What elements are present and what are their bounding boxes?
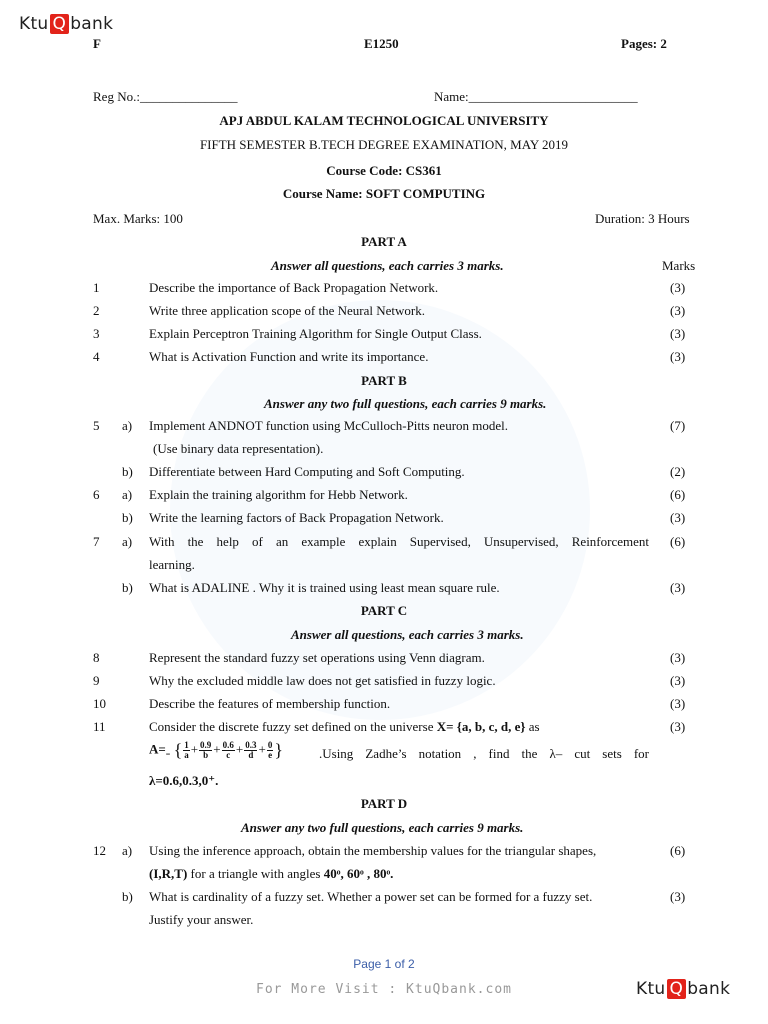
question-marks: (3) — [670, 696, 686, 711]
sub-question-label: b) — [122, 889, 133, 904]
question-number: 10 — [93, 696, 106, 711]
question-row — [0, 580, 768, 600]
question-text: What is cardinality of a fuzzy set. Whether a power set can be formed for a fuzzy set. — [149, 889, 593, 904]
question-row — [0, 326, 768, 346]
question-text: Describe the features of membership function. — [149, 696, 391, 711]
part-c-title: PART C — [360, 603, 408, 618]
question-text: Explain the training algorithm for Hebb Network. — [149, 487, 408, 502]
page-number: Page 1 of 2 — [353, 957, 415, 971]
question-number: 5 — [93, 418, 100, 433]
sub-question-label: a) — [122, 418, 133, 433]
question-text: (I,R,T) for a triangle with angles 40ᵒ, 60ᵒ , 80ᵒ. — [149, 866, 394, 881]
fuzzy-set-formula: $A=_=$ { $\frac{1}{a}$ + $\frac{0.9}{b}$ + $\frac{0.6}{c}$ + $\frac{0.3}{d}$ + $\frac{0}{e}$ } .Using Zadhe’s notation , find the λ– cut sets for — [149, 740, 649, 761]
question-row — [0, 418, 768, 438]
question-marks: (6) — [670, 843, 686, 858]
part-d-instruction: Answer any two full questions, each carries 9 marks. — [241, 820, 524, 835]
question-row — [0, 673, 768, 693]
question-text: learning. — [149, 557, 195, 572]
question-text: Differentiate between Hard Computing and Soft Computing. — [149, 464, 465, 479]
question-number: 6 — [93, 487, 100, 502]
sub-question-label: a) — [122, 487, 133, 502]
question-row — [0, 650, 768, 670]
question-marks: (3) — [670, 673, 686, 688]
question-row — [0, 280, 768, 300]
question-text: Represent the standard fuzzy set operations using Venn diagram. — [149, 650, 485, 665]
question-text: What is Activation Function and write its importance. — [149, 349, 429, 364]
question-row — [0, 487, 768, 507]
reg-no-field: Reg No.:_______________ — [93, 89, 238, 104]
question-marks: (3) — [670, 280, 686, 295]
question-row — [0, 534, 768, 554]
question-row — [0, 719, 768, 739]
fraction: $\frac{0.9}{b}$ — [200, 740, 212, 760]
ktuqbank-logo-top: Ktu Q bank — [19, 14, 114, 34]
set-label: A= — [149, 741, 166, 757]
question-number: 3 — [93, 326, 100, 341]
question-text: Why the excluded middle law does not get satisfied in fuzzy logic. — [149, 673, 496, 688]
question-text: Justify your answer. — [149, 912, 254, 927]
question-row-continued — [0, 912, 768, 932]
pages-count: Pages: 2 — [621, 36, 667, 51]
question-text: Consider the discrete fuzzy set defined on the universe X= {a, b, c, d, e} as — [149, 719, 540, 734]
question-marks: (7) — [670, 418, 686, 433]
fraction: $\frac{0.6}{c}$ — [222, 740, 234, 760]
question-number: 12 — [93, 843, 106, 858]
question-text: Implement ANDNOT function using McCulloch-Pitts neuron model. — [149, 418, 509, 433]
fraction: $\frac{1}{a}$ — [184, 740, 189, 760]
duration: Duration: 3 Hours — [595, 211, 690, 226]
marks-header: Marks — [662, 258, 696, 273]
question-row-continued — [0, 866, 768, 886]
paper-code: F — [93, 36, 101, 51]
question-row — [0, 696, 768, 716]
lambda-values: λ=0.6,0.3,0⁺. — [149, 773, 219, 788]
question-text: Write three application scope of the Neural Network. — [149, 303, 425, 318]
question-number: 1 — [93, 280, 100, 295]
question-marks: (3) — [670, 510, 686, 525]
question-row-continued — [0, 557, 768, 577]
question-marks: (3) — [670, 349, 686, 364]
question-row — [0, 349, 768, 369]
fraction: $\frac{0}{e}$ — [267, 740, 273, 760]
part-d-title: PART D — [360, 796, 408, 811]
university-name: APJ ABDUL KALAM TECHNOLOGICAL UNIVERSITY — [219, 113, 549, 128]
question-number: 4 — [93, 349, 100, 364]
question-number: 9 — [93, 673, 100, 688]
part-c-instruction: Answer all questions, each carries 3 marks. — [291, 627, 524, 642]
question-text: Using the inference approach, obtain the membership values for the triangular shapes, — [149, 843, 597, 858]
sub-question-label: b) — [122, 464, 133, 479]
question-marks: (3) — [670, 719, 686, 734]
ktuqbank-logo-bottom: Ktu Q bank — [636, 979, 731, 999]
sub-question-label: a) — [122, 534, 133, 549]
visit-link-text: For More Visit : KtuQbank.com — [256, 982, 512, 997]
question-row — [0, 464, 768, 484]
exam-title: FIFTH SEMESTER B.TECH DEGREE EXAMINATION, MAY 2019 — [199, 137, 569, 152]
question-text: With the help of an example explain Supervised, Unsupervised, Reinforcement — [149, 534, 649, 549]
sub-question-label: a) — [122, 843, 133, 858]
question-row-continued — [0, 773, 768, 793]
question-number: 2 — [93, 303, 100, 318]
sub-question-label: b) — [122, 510, 133, 525]
question-row — [0, 510, 768, 530]
part-b-title: PART B — [361, 373, 407, 388]
question-marks: (3) — [670, 303, 686, 318]
question-row — [0, 889, 768, 909]
question-text: .Using Zadhe’s notation , find the λ– cut sets for — [319, 746, 649, 761]
question-number: 8 — [93, 650, 100, 665]
question-marks: (3) — [670, 580, 686, 595]
question-row — [0, 303, 768, 323]
question-marks: (3) — [670, 326, 686, 341]
question-marks: (3) — [670, 889, 686, 904]
question-text: Write the learning factors of Back Propagation Network. — [149, 510, 444, 525]
part-a-title: PART A — [361, 234, 407, 249]
question-text: (Use binary data representation). — [153, 441, 324, 456]
part-a-instruction: Answer all questions, each carries 3 marks. — [271, 258, 504, 273]
course-name: Course Name: SOFT COMPUTING — [282, 186, 486, 201]
question-text: What is ADALINE . Why it is trained using least mean square rule. — [149, 580, 500, 595]
question-marks: (6) — [670, 534, 686, 549]
question-text: Explain Perceptron Training Algorithm for Single Output Class. — [149, 326, 482, 341]
question-text: Describe the importance of Back Propagation Network. — [149, 280, 439, 295]
part-b-instruction: Answer any two full questions, each carries 9 marks. — [264, 396, 547, 411]
question-number: 7 — [93, 534, 100, 549]
max-marks: Max. Marks: 100 — [93, 211, 183, 226]
question-number: 11 — [93, 719, 106, 734]
question-marks: (2) — [670, 464, 686, 479]
paper-id: E1250 — [364, 36, 399, 51]
question-row-continued — [0, 441, 768, 461]
name-field: Name:__________________________ — [434, 89, 638, 104]
course-code: Course Code: CS361 — [326, 163, 442, 178]
fraction: $\frac{0.3}{d}$ — [245, 740, 257, 760]
question-marks: (6) — [670, 487, 686, 502]
sub-question-label: b) — [122, 580, 133, 595]
question-row — [0, 843, 768, 863]
question-marks: (3) — [670, 650, 686, 665]
